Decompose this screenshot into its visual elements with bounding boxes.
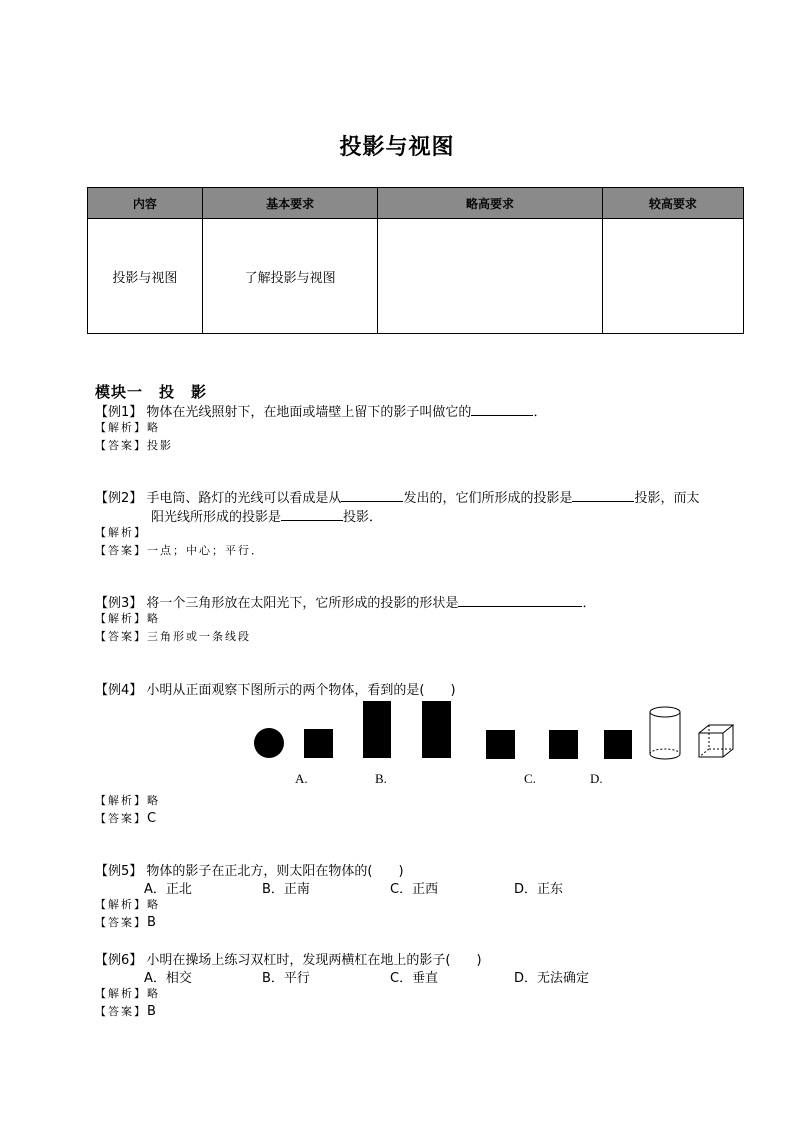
answer-text: B bbox=[147, 1004, 156, 1019]
tall-rect-b1 bbox=[363, 701, 391, 758]
example-tag: 【例4】 bbox=[95, 683, 143, 698]
analysis-label: 【解析】 bbox=[95, 612, 147, 625]
analysis-text: 略 bbox=[147, 421, 160, 434]
option-b: B．平行 bbox=[262, 971, 310, 986]
option-b: B．正南 bbox=[262, 882, 310, 897]
table-header: 内容 bbox=[88, 188, 203, 219]
figure-label-c: C. bbox=[524, 771, 536, 786]
square-shape-d bbox=[604, 730, 632, 759]
question-text: 物体在光线照射下，在地面或墙壁上留下的影子叫做它的 bbox=[146, 405, 472, 420]
answer-label: 【答案】 bbox=[95, 916, 147, 929]
table-cell bbox=[602, 219, 743, 334]
example-6-question bbox=[95, 949, 482, 968]
cube-icon bbox=[697, 723, 737, 759]
answer-blank bbox=[458, 594, 582, 607]
question-text: 小明从正面观察下图所示的两个物体，看到的是( ) bbox=[146, 683, 456, 698]
example-3-answer bbox=[95, 628, 251, 644]
answer-label: 【答案】 bbox=[95, 630, 147, 643]
example-tag: 【例2】 bbox=[95, 491, 143, 506]
example-4-answer bbox=[95, 810, 156, 826]
figure-label-d: D. bbox=[590, 771, 603, 786]
question-end: ． bbox=[582, 596, 596, 611]
answer-label: 【答案】 bbox=[95, 439, 147, 452]
table-header: 基本要求 bbox=[202, 188, 378, 219]
question-text: 手电筒、路灯的光线可以看成是从 bbox=[146, 491, 342, 506]
analysis-label: 【解析】 bbox=[95, 794, 147, 807]
option-c: C．垂直 bbox=[390, 971, 439, 986]
table-cell bbox=[378, 219, 602, 334]
page-title: 投影与视图 bbox=[339, 135, 455, 160]
example-2-question bbox=[95, 487, 699, 506]
requirements-table bbox=[87, 187, 744, 334]
example-1-analysis bbox=[95, 419, 160, 435]
analysis-label: 【解析】 bbox=[95, 526, 147, 539]
question-end: ． bbox=[533, 405, 547, 420]
square-shape-c2 bbox=[549, 730, 578, 759]
table-cell: 投影与视图 bbox=[88, 219, 203, 334]
analysis-label: 【解析】 bbox=[95, 898, 147, 911]
figure-label-b: B. bbox=[375, 771, 387, 786]
analysis-label: 【解析】 bbox=[95, 421, 147, 434]
tall-rect-b2 bbox=[422, 701, 451, 758]
answer-label: 【答案】 bbox=[95, 1005, 147, 1018]
analysis-text: 略 bbox=[147, 987, 160, 1000]
example-2-question-cont bbox=[151, 506, 382, 525]
square-shape-a bbox=[304, 729, 333, 758]
question-text: 物体的影子在正北方，则太阳在物体的( ) bbox=[146, 864, 404, 879]
option-d: D．正东 bbox=[514, 882, 564, 897]
table-header: 略高要求 bbox=[378, 188, 602, 219]
example-tag: 【例6】 bbox=[95, 953, 143, 968]
module-heading: 模块一 投 影 bbox=[95, 383, 208, 401]
example-4-question bbox=[95, 679, 456, 698]
answer-text: 投影 bbox=[147, 439, 173, 452]
sphere-shape bbox=[254, 728, 284, 758]
answer-blank bbox=[341, 489, 403, 502]
option-d: D．无法确定 bbox=[514, 971, 590, 986]
option-a: A．正北 bbox=[144, 882, 192, 897]
table-header: 较高要求 bbox=[602, 188, 743, 219]
analysis-label: 【解析】 bbox=[95, 987, 147, 1000]
answer-label: 【答案】 bbox=[95, 544, 147, 557]
table-row bbox=[88, 219, 744, 334]
example-tag: 【例5】 bbox=[95, 864, 143, 879]
example-3-analysis bbox=[95, 610, 160, 626]
example-5-analysis bbox=[95, 896, 160, 912]
answer-text: 一点；中心；平行． bbox=[147, 544, 264, 557]
example-5-answer bbox=[95, 914, 156, 930]
example-2-analysis bbox=[95, 524, 147, 540]
question-text: 投影． bbox=[343, 510, 383, 525]
question-text: 小明在操场上练习双杠时，发现两横杠在地上的影子( ) bbox=[146, 953, 482, 968]
analysis-text: 略 bbox=[147, 794, 160, 807]
answer-blank bbox=[572, 489, 634, 502]
figure-label-a: A. bbox=[295, 771, 308, 786]
option-c: C．正西 bbox=[390, 882, 439, 897]
table-cell: 了解投影与视图 bbox=[202, 219, 378, 334]
example-1-answer bbox=[95, 437, 173, 453]
analysis-text: 略 bbox=[147, 612, 160, 625]
table-header-row bbox=[88, 188, 744, 219]
example-5-question bbox=[95, 860, 404, 879]
question-text: 阳光线所形成的投影是 bbox=[151, 510, 282, 525]
answer-text: C bbox=[147, 811, 157, 826]
square-shape-c1 bbox=[486, 730, 515, 759]
question-text: 发出的，它们所形成的投影是 bbox=[403, 491, 573, 506]
question-text: 投影，而太 bbox=[634, 491, 700, 506]
question-text: 将一个三角形放在太阳光下，它所形成的投影的形状是 bbox=[146, 596, 459, 611]
example-3-question bbox=[95, 592, 595, 611]
example-6-analysis bbox=[95, 985, 160, 1001]
option-a: A．相交 bbox=[144, 971, 192, 986]
answer-blank bbox=[281, 508, 343, 521]
example-4-analysis bbox=[95, 792, 160, 808]
example-6-answer bbox=[95, 1003, 156, 1019]
answer-text: B bbox=[147, 915, 156, 930]
example-1-question bbox=[95, 401, 546, 420]
answer-text: 三角形或一条线段 bbox=[147, 630, 251, 643]
cylinder-icon bbox=[647, 704, 683, 762]
example-tag: 【例3】 bbox=[95, 596, 143, 611]
answer-blank bbox=[471, 403, 533, 416]
example-tag: 【例1】 bbox=[95, 405, 143, 420]
analysis-text: 略 bbox=[147, 898, 160, 911]
example-2-answer bbox=[95, 542, 264, 558]
answer-label: 【答案】 bbox=[95, 812, 147, 825]
